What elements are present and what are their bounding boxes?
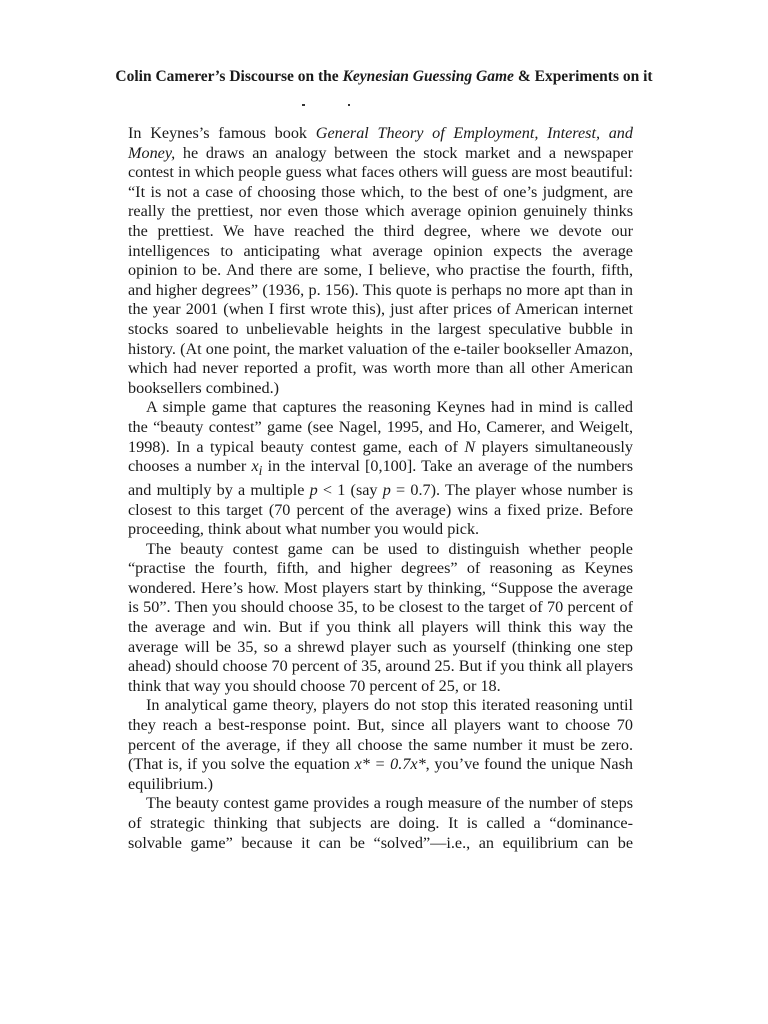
variable-x: x xyxy=(251,457,259,476)
paragraph-4 xyxy=(128,696,633,794)
variable-p: p xyxy=(382,480,391,499)
equation: x* = 0.7x* xyxy=(354,755,426,774)
text-run: < 1 (say xyxy=(317,480,383,499)
paragraph-5: The beauty contest game provides a rough measure of the number of steps of strategic thinking that subjects are doing. It is called a “dominance-solvable game” because it can be “solved”—i.e., an equilibrium can be xyxy=(128,794,633,852)
text-run: , you’ve found the unique Nash equilibrium.) xyxy=(128,755,633,793)
text-run: In Keynes’s famous book xyxy=(128,124,316,142)
page-title xyxy=(0,68,768,86)
title-text-end: & Experiments on it xyxy=(513,68,653,85)
variable-p: p xyxy=(309,480,318,499)
paragraph-2 xyxy=(128,398,633,539)
text-run: = 0.7). The player whose number is closest to this target (70 percent of the average) wins a fixed prize. Before proceeding, think about what number you would pick. xyxy=(128,480,634,539)
text-run: he draws an analogy between the stock market and a newspaper contest in which people guess what faces others will guess are most beautiful: “It is not a case of choosing those which, to the best of one’s judgment, are really the prettiest, nor even those which average opinion genuinely thinks the prettiest. We have reached the third degree, where we devote our intelligences to anticipating what average opinion expects the average opinion to be. And there are some, I believe, who practise the fourth, fifth, and higher degrees” (1936, p. 156). This quote is perhaps no more apt than in the year 2001 (when I first wrote this), just after prices of American internet stocks soared to unbelievable heights in the largest speculative bubble in history. (At one point, the market valuation of the e-tailer bookseller Amazon, which had never reported a profit, was worth more than all other American booksellers combined.) xyxy=(128,143,633,397)
paragraph-3: The beauty contest game can be used to distinguish whether people “practise the fourth, fifth, and higher degrees” of reasoning as Keynes wondered. Here’s how. Most players start by thinking, “Suppose the average is 50”. Then you should choose 35, to be closest to the target of 70 percent of the average and win. But if you think all players will think this way the average will be 35, so a shrewd player such as yourself (thinking one step ahead) should choose 70 percent of 35, around 25. But if you think all players think that way you should choose 70 percent of 25, or 18. xyxy=(128,539,633,695)
variable-n: N xyxy=(464,437,476,456)
book-title: General Theory of Employment, Interest, and Money, xyxy=(128,124,633,162)
paragraph-1 xyxy=(128,124,633,398)
scan-mark xyxy=(348,104,350,106)
title-text-emphasis: Keynesian Guessing Game xyxy=(342,68,514,85)
text-run: In analytical game theory, players do not stop this iterated reasoning until they reach a best-response point. But, since all players want to choose 70 percent of the average, if they all choose the same number it must be zero. (That is, if you solve the equation xyxy=(128,696,633,774)
text-run: players simultaneously chooses a number xyxy=(128,437,634,476)
title-text-start: Colin Camerer’s Discourse on the xyxy=(115,68,343,85)
text-run: A simple game that captures the reasoning Keynes had in mind is called the “beauty contest” game (see Nagel, 1995, and Ho, Camerer, and Weigelt, 1998). In a typical beauty contest game, each of xyxy=(128,398,633,456)
body-text xyxy=(128,124,633,853)
scan-mark xyxy=(302,104,305,106)
variable-subscript: i xyxy=(258,463,263,479)
text-run: in the interval [0,100]. Take an average of the numbers and multiply by a multiple xyxy=(128,457,633,499)
